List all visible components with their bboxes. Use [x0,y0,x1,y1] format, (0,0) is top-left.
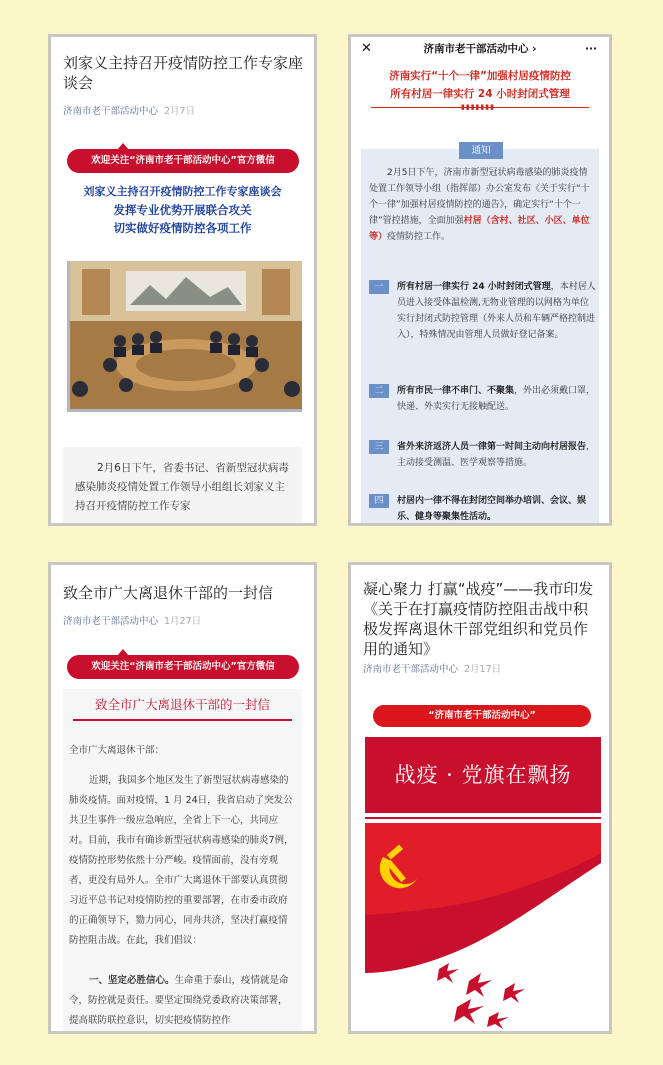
article-title-line-1: 济南实行“十个一律”加强村居疫情防控 [389,70,571,82]
notice-tail: 疫情防控工作。 [387,232,451,242]
article-meta [63,613,201,627]
more-icon[interactable]: ··· [585,43,597,55]
item-bold: 省外来济返济人员一律第一时间主动向村居报告 [397,442,587,452]
item-text: ，主动接受测温、医学观察等措施。 [397,442,596,468]
letter-title-rule [73,719,292,721]
poster-rule [365,817,601,819]
list-item [369,439,597,471]
point-heading: 一、坚定必胜信心。 [89,975,175,986]
article-card-open-letter[interactable] [48,562,317,1034]
publish-date: 2月7日 [164,106,196,117]
letter-body: 近期，我国多个地区发生了新型冠状病毒感染的肺炎疫情。面对疫情，1 月 24日，我省启动了突发公共卫生事件一级应急响应，全省上下一心，共同应对。目前，我市有确诊新型冠状病毒感染的肺炎7例，疫情防控形势依然十分严峻。疫情面前，没有旁观者，更没有局外人。全市广大离退休干部要认真贯彻习近平总书记对疫情防控的重要部署，在市委市政府的正确领导下，勠力同心，同舟共济，坚决打赢疫情防控阻击战。在此，我们倡议： [69,775,294,946]
article-meta [363,661,501,675]
publish-date: 2月17日 [464,664,502,675]
article-title[interactable]: 刘家义主持召开疫情防控工作专家座谈会 [63,54,304,92]
item-number: 二 [369,384,389,398]
list-item [369,493,597,525]
item-bold: 村居内一律不得在封闭空间举办培训、会议、娱乐、健身等聚集性活动。 [397,496,587,522]
article-excerpt [63,447,302,526]
list-item [369,279,597,343]
list-item [369,383,597,415]
notice-lead [369,165,595,245]
follow-banner: 欢迎关注“济南市老干部活动中心”官方微信 [67,655,299,679]
account-banner: “济南市老干部活动中心” [373,705,591,727]
party-flag [365,823,601,1034]
article-topbar [351,37,609,61]
follow-banner: 欢迎关注“济南市老干部活动中心”官方微信 [67,149,299,173]
item-number: 四 [369,494,389,508]
close-icon[interactable]: ✕ [361,41,372,56]
point-text: 生命重于泰山，疫情就是命令，防控就是责任。要坚定围绕党委政府决策部署，提高联防联控意识，切实把疫情防控作 [69,975,289,1026]
article-title-line-2: 所有村居一律实行 24 小时封闭式管理 [390,88,570,100]
article-meta [63,103,195,117]
flying-birds-icon [437,963,525,1029]
headline-line-1: 刘家义主持召开疫情防控工作专家座谈会 [83,185,282,198]
letter-title: 致全市广大离退休干部的一封信 [94,697,270,712]
account-name[interactable]: 济南市老干部活动中心 [63,106,159,117]
item-number: 一 [369,280,389,294]
item-bold: 所有村居一律实行 24 小时封闭式管理 [397,282,551,292]
publish-date: 1月27日 [164,616,202,627]
account-name[interactable]: 济南市老干部活动中心 [423,43,529,55]
decor-bars-icon: ▮▮▮▮▮▮▮ [461,103,495,111]
letter-point-1 [69,971,296,1031]
notice-lead-text: 2月5日下午，济南市新型冠状病毒感染的肺炎疫情处置工作领导小组（指挥部）办公室发布《关于实行“十个一律”加强村居疫情防控的通告》，确定实行“十个一律”管控措施，全面加强 [369,168,590,226]
notice-highlight: 村居（含村、社区、小区、单位等） [369,216,590,242]
article-title[interactable]: 致全市广大离退休干部的一封信 [63,584,274,602]
account-name[interactable]: 济南市老干部活动中心 [363,664,459,675]
article-title[interactable]: 凝心聚力 打赢“战疫”——我市印发《关于在打赢疫情防控阻击战中积极发挥离退休干部党组织和党员作用的通知》 [363,580,594,658]
chevron-right-icon[interactable]: › [528,43,537,55]
excerpt-text: 2月6日下午，省委书记、省新型冠状病毒感染肺炎疫情处置工作领导小组组长刘家义主持召开疫情防控工作专家 [75,462,289,512]
headline-line-3: 切实做好疫情防控各项工作 [113,221,252,235]
notice-label: 通知 [459,142,503,159]
account-name[interactable]: 济南市老干部活动中心 [63,616,159,627]
poster-title: 战疫 · 党旗在飘扬 [365,737,601,813]
item-number: 三 [369,440,389,454]
meeting-photo [67,261,302,412]
letter-salutation: 全市广大离退休干部： [69,745,165,756]
item-text: ，本村居人员进入接受体温检测,无物业管理的以网格为单位实行封闭式防控管理（外来人员和车辆严格控制进入），特殊情况由管理人员做好登记备案。 [397,282,596,340]
item-bold: 所有市民一律不串门、不聚集 [397,386,515,396]
item-text: ，外出必须戴口罩，快递、外卖实行无接触配送。 [397,386,596,412]
article-card-village-control[interactable] [348,34,612,526]
article-card-party-flag[interactable] [348,562,612,1034]
headline-line-2: 发挥专业优势开展联合攻关 [113,203,252,217]
poster-image [365,737,601,1034]
article-card-expert-meeting[interactable] [48,34,317,526]
